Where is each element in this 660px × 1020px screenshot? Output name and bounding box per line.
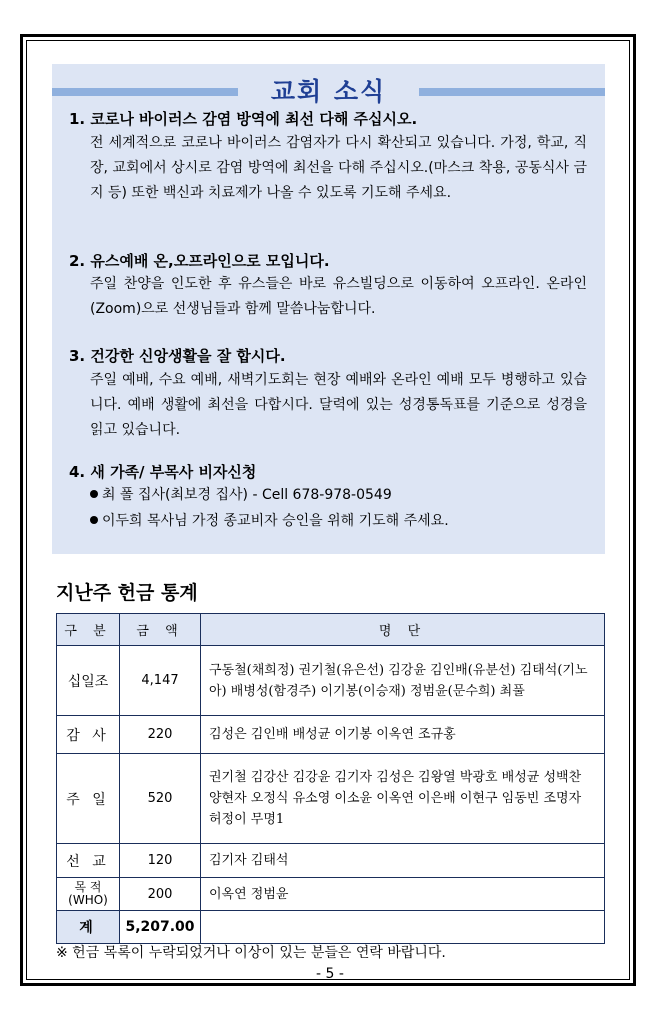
row-category: 주 일 [57, 754, 120, 844]
row-names: 이옥연 정범윤 [201, 878, 605, 911]
bullet-text: 이두희 목사님 가정 종교비자 승인을 위해 기도해 주세요. [102, 513, 449, 529]
header-category: 구 분 [57, 614, 120, 646]
total-amount: 5,207.00 [120, 911, 201, 944]
news-item-3-heading: 3. 건강한 신앙생활을 잘 합시다. [69, 347, 286, 365]
bullet-text: 최 폴 집사(최보경 집사) - Cell 678-978-0549 [102, 487, 392, 503]
news-item-1-body: 전 세계적으로 코로나 바이러스 감염자가 다시 확산되고 있습니다. 가정, 학교, 직장, 교회에서 상시로 감염 방역에 최선을 다해 주십시오.(마스크 착용, 공동식사 금지 등) 또한 백신과 치료제가 나올 수 있도록 기도해 주세요. [90, 135, 587, 201]
table-header-row [57, 614, 605, 646]
row-amount: 520 [120, 754, 201, 844]
news-item-4-bullet-2 [90, 510, 449, 530]
table-row [57, 878, 605, 911]
offering-table [56, 613, 605, 944]
row-names: 권기철 김강산 김강윤 김기자 김성은 김왕열 박광호 배성균 성백찬 양현자 오정식 유소영 이소윤 이옥연 이은배 이현구 임동빈 조명자 허정이 무명1 [201, 754, 605, 844]
row-category: 감 사 [57, 716, 120, 754]
news-item-4-bullet-1 [90, 484, 392, 504]
news-title: 교회 소식 [270, 77, 387, 106]
total-label: 계 [57, 911, 120, 944]
news-item-2-body: 주일 찬양을 인도한 후 유스들은 바로 유스빌딩으로 이동하여 오프라인. 온라인(Zoom)으로 선생님들과 함께 말씀나눔합니다. [90, 276, 587, 317]
church-news-box [52, 64, 605, 554]
row-amount: 120 [120, 844, 201, 878]
footnote: ※ 헌금 목록이 누락되었거나 이상이 있는 분들은 연락 바랍니다. [56, 945, 446, 961]
row-category: 목 적 (WHO) [57, 878, 120, 911]
header-amount: 금 액 [120, 614, 201, 646]
row-amount: 4,147 [120, 646, 201, 716]
row-amount: 200 [120, 878, 201, 911]
table-row [57, 754, 605, 844]
table-total-row [57, 911, 605, 944]
row-names: 김기자 김태석 [201, 844, 605, 878]
bullet-dot-icon [90, 490, 98, 498]
row-category: 선 교 [57, 844, 120, 878]
news-title-row [52, 72, 605, 108]
title-bar-right [419, 88, 605, 96]
title-bar-left [52, 88, 238, 96]
offering-stats-title: 지난주 헌금 통계 [56, 582, 198, 604]
header-names: 명 단 [201, 614, 605, 646]
table-row [57, 716, 605, 754]
news-item-1-heading: 1. 코로나 바이러스 감염 방역에 최선 다해 주십시오. [69, 110, 418, 128]
news-item-3-body: 주일 예배, 수요 예배, 새벽기도회는 현장 예배와 온라인 예배 모두 병행하고 있습니다. 예배 생활에 최선을 다합시다. 달력에 있는 성경통독표를 기준으로 성경을 읽고 있습니다. [90, 372, 587, 438]
row-names: 구동철(채희정) 권기철(유은선) 김강윤 김인배(유분선) 김태석(기노아) 배병성(함경주) 이기봉(이승재) 정범윤(문수희) 최풀 [201, 646, 605, 716]
news-item-2-heading: 2. 유스예배 온,오프라인으로 모입니다. [69, 252, 330, 270]
table-row [57, 844, 605, 878]
row-amount: 220 [120, 716, 201, 754]
news-item-4-heading: 4. 새 가족/ 부목사 비자신청 [69, 463, 257, 481]
row-names: 김성은 김인배 배성균 이기봉 이옥연 조규홍 [201, 716, 605, 754]
bullet-dot-icon [90, 516, 98, 524]
page-number: - 5 - [316, 966, 344, 982]
table-row [57, 646, 605, 716]
row-category: 십일조 [57, 646, 120, 716]
total-empty-cell [201, 911, 605, 944]
